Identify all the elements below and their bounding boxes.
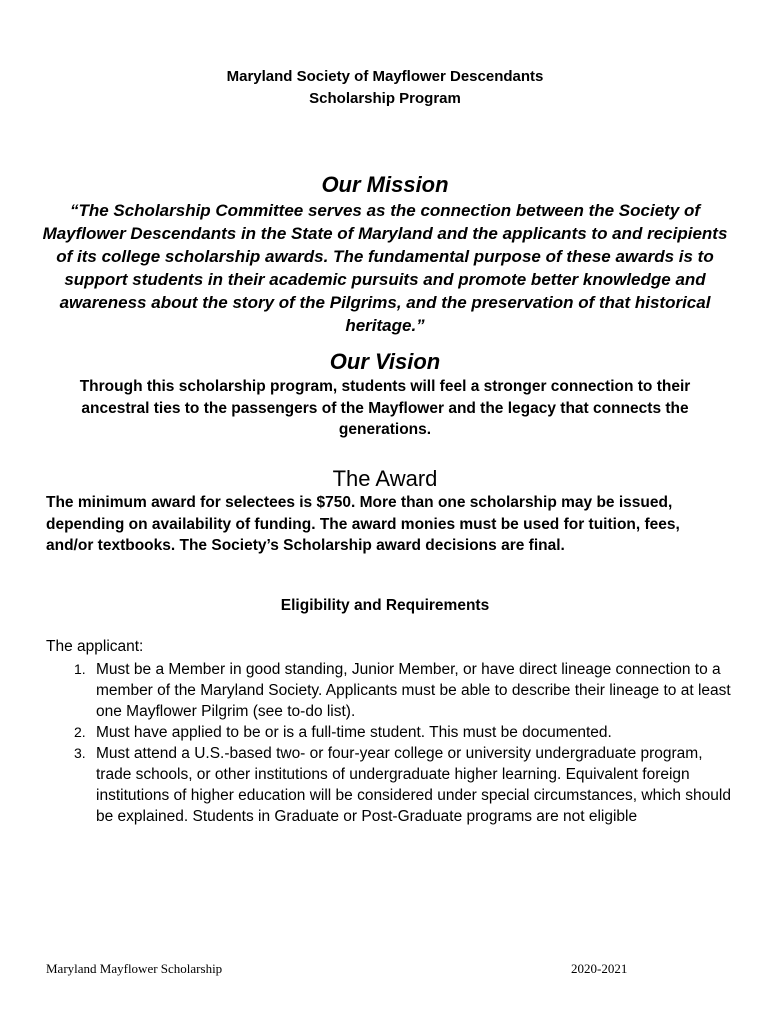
footer-title: Maryland Mayflower Scholarship <box>46 961 223 976</box>
list-item-text: Must be a Member in good standing, Junior Member, or have direct lineage connection to a member of the Maryland Society. Applicants must be able to describe their lineage to at least one Mayflower Pilgrim (see to-do list). <box>96 661 731 720</box>
eligibility-list <box>46 659 736 827</box>
mission-title: Our Mission <box>321 172 449 197</box>
list-item <box>46 722 736 743</box>
vision-text: Through this scholarship program, students will feel a stronger connection to their ancestral ties to the passengers of the Mayflower and the legacy that connects the generations. <box>79 378 691 438</box>
award-title: The Award <box>332 466 438 491</box>
list-item-number: 2. <box>74 724 86 740</box>
header-line-2: Scholarship Program <box>309 90 461 107</box>
list-item-number: 3. <box>74 745 86 761</box>
header-line-1: Maryland Society of Mayflower Descendants <box>226 68 544 85</box>
award-text: The minimum award for selectees is $750. More than one scholarship may be issued, depending on availability of funding. The award monies must be used for tuition, fees, and/or textbooks. The Society’s Scholarship award decisions are final. <box>46 494 680 554</box>
list-item <box>46 659 736 722</box>
list-item <box>46 743 736 827</box>
eligibility-intro: The applicant: <box>46 638 144 655</box>
eligibility-title: Eligibility and Requirements <box>280 597 490 614</box>
list-item-number: 1. <box>74 661 86 677</box>
mission-text: “The Scholarship Committee serves as the connection between the Society of Mayflower Descendants in the State of Maryland and the applicants to and recipients of its college scholarship awards. The fundamental purpose of these awards is to support students in their academic pursuits and promote better knowledge and awareness about the story of the Pilgrims, and the preservation of that historical heritage.” <box>42 201 728 335</box>
vision-title: Our Vision <box>329 349 441 374</box>
list-item-text: Must have applied to be or is a full-time student. This must be documented. <box>96 724 612 741</box>
list-item-text: Must attend a U.S.-based two- or four-year college or university undergraduate program, trade schools, or other institutions of undergraduate higher learning. Equivalent foreign institutions of higher education will be considered under special circumstances, which should be explained. Students in Graduate or Post-Graduate programs are not eligible <box>96 745 731 825</box>
footer-year: 2020-2021 <box>571 961 628 976</box>
